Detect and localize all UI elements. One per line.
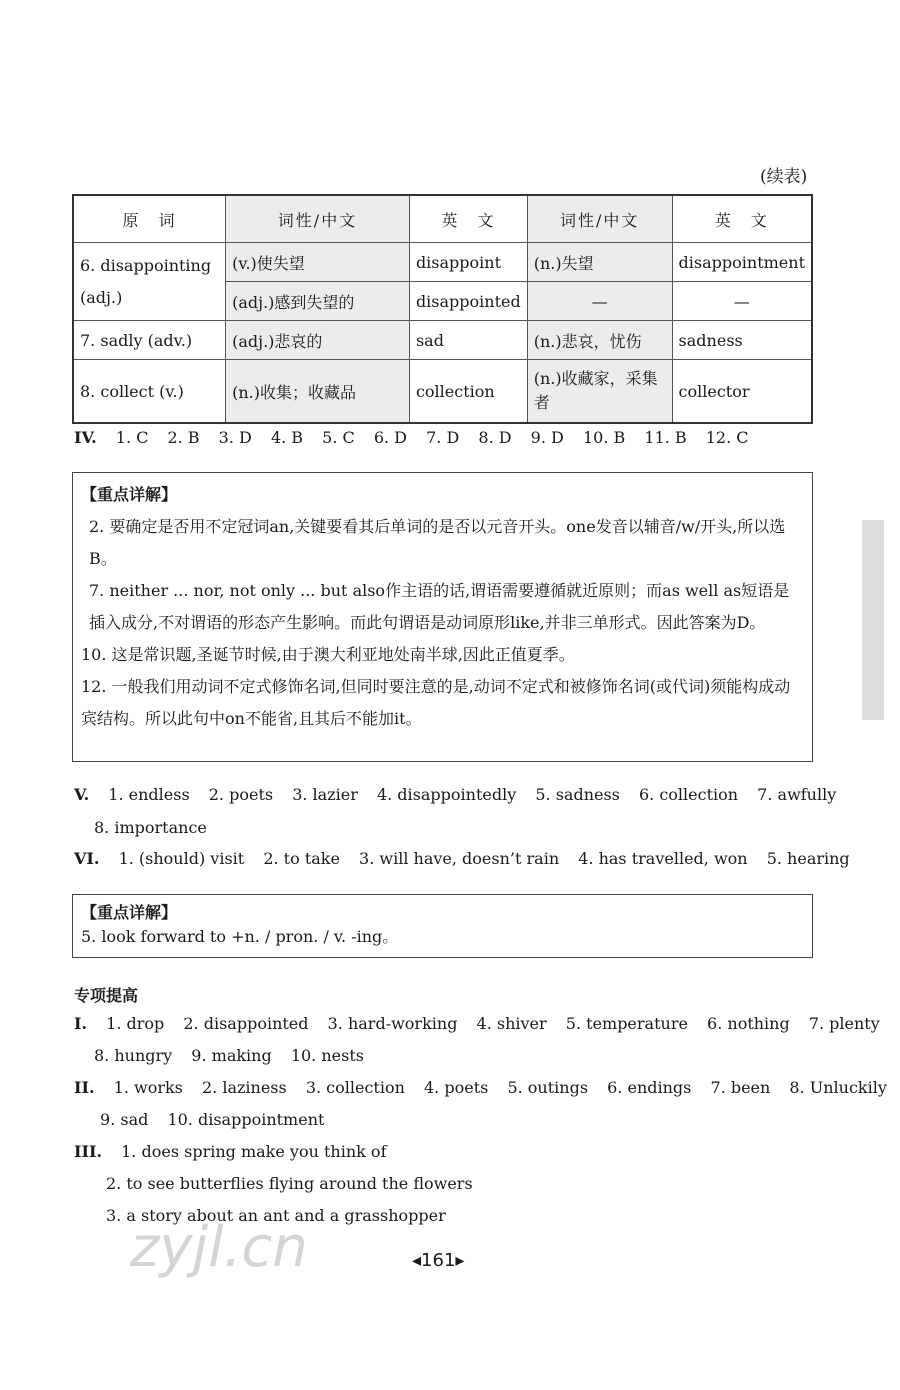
answer: 5. temperature bbox=[565, 1014, 688, 1033]
answer: 1. works bbox=[113, 1078, 183, 1097]
table-cell: — bbox=[527, 282, 672, 321]
answer: 2. poets bbox=[208, 785, 274, 804]
table-cell: disappoint bbox=[409, 243, 527, 282]
answer: 10. B bbox=[582, 428, 626, 447]
answer: 3. lazier bbox=[292, 785, 358, 804]
section-vi-answers bbox=[74, 849, 864, 868]
table-cell: (v.)使失望 bbox=[226, 243, 410, 282]
table-cell: disappointed bbox=[409, 282, 527, 321]
answer: 6. nothing bbox=[707, 1014, 790, 1033]
answer: 9. sad bbox=[100, 1110, 149, 1129]
arrow-right-icon: ▸ bbox=[455, 1250, 465, 1271]
answer: 3. will have, doesn’t rain bbox=[359, 849, 560, 868]
arrow-left-icon: ◂ bbox=[412, 1250, 422, 1271]
answer: 5. outings bbox=[507, 1078, 589, 1097]
answer: 6. endings bbox=[607, 1078, 692, 1097]
answer: 6. collection bbox=[638, 785, 739, 804]
answer: 8. importance bbox=[94, 818, 207, 837]
answer: 3. D bbox=[218, 428, 252, 447]
answer: 5. hearing bbox=[766, 849, 850, 868]
table-cell: sad bbox=[409, 321, 527, 360]
explanation-item: 10. 这是常识题,圣诞节时候,由于澳大利亚地处南半球,因此正值夏季。 bbox=[81, 645, 575, 664]
answer: 7. awfully bbox=[757, 785, 837, 804]
answer: 7. plenty bbox=[808, 1014, 880, 1033]
table-cell: (adj.)悲哀的 bbox=[226, 321, 410, 360]
answer: 4. B bbox=[270, 428, 304, 447]
table-header-row bbox=[73, 195, 812, 243]
box-title: 【重点详解】 bbox=[81, 903, 178, 922]
section-label: II. bbox=[74, 1078, 95, 1097]
answer: 4. has travelled, won bbox=[578, 849, 748, 868]
answer: 4. disappointedly bbox=[376, 785, 517, 804]
table-header: 词性/中文 bbox=[226, 195, 410, 243]
table-cell: 7. sadly (adv.) bbox=[73, 321, 226, 360]
answer: 10. disappointment bbox=[167, 1110, 325, 1129]
explanation-item: 12. 一般我们用动词不定式修饰名词,但同时要注意的是,动词不定式和被修饰名词(或代词)须能构成动宾结构。所以此句中on不能省,且其后不能加it。 bbox=[81, 677, 791, 728]
table-cell: (n.)收集；收藏品 bbox=[226, 360, 410, 424]
table-cell: (n.)收藏家，采集者 bbox=[527, 360, 672, 424]
table-header: 原 词 bbox=[73, 195, 226, 243]
answer: 9. making bbox=[191, 1046, 272, 1065]
answer: 8. hungry bbox=[94, 1046, 173, 1065]
special-iii-answers bbox=[74, 1142, 386, 1161]
explanation-item: 2. 要确定是否用不定冠词an,关键要看其后单词的是否以元音开头。one发音以辅音/w/开头,所以选B。 bbox=[89, 517, 786, 568]
continued-label: (续表) bbox=[760, 167, 808, 187]
watermark-logo: zyjl.cn bbox=[130, 1215, 308, 1280]
answer: 4. shiver bbox=[476, 1014, 547, 1033]
table-header: 英 文 bbox=[672, 195, 812, 243]
answer: 1. does spring make you think of bbox=[121, 1142, 387, 1161]
answer: 1. (should) visit bbox=[118, 849, 245, 868]
special-i-answers-cont bbox=[94, 1046, 378, 1065]
vocabulary-table bbox=[72, 194, 813, 424]
section-label: V. bbox=[74, 785, 90, 804]
table-cell: collector bbox=[672, 360, 812, 424]
answer: 2. laziness bbox=[201, 1078, 287, 1097]
table-cell: 8. collect (v.) bbox=[73, 360, 226, 424]
table-cell: 6. disappointing (adj.) bbox=[73, 243, 226, 321]
answer: 5. C bbox=[322, 428, 355, 447]
section-title: 专项提高 bbox=[74, 986, 139, 1005]
section-v-answers bbox=[74, 785, 850, 804]
table-cell: (n.)失望 bbox=[527, 243, 672, 282]
answer: 7. D bbox=[426, 428, 460, 447]
box-title: 【重点详解】 bbox=[81, 485, 178, 504]
answer: 3. a story about an ant and a grasshopper bbox=[106, 1206, 446, 1225]
answer: 2. to see butterflies flying around the flowers bbox=[106, 1174, 473, 1193]
table-cell: disappointment bbox=[672, 243, 812, 282]
table-cell: (adj.)感到失望的 bbox=[226, 282, 410, 321]
section-label: IV. bbox=[74, 428, 97, 447]
section-label: VI. bbox=[74, 849, 100, 868]
answer: 6. D bbox=[373, 428, 408, 447]
section-v-answers-cont bbox=[94, 818, 221, 837]
table-header: 词性/中文 bbox=[527, 195, 672, 243]
answer: 7. been bbox=[710, 1078, 771, 1097]
section-iv-answers bbox=[74, 428, 763, 447]
table-cell: — bbox=[672, 282, 812, 321]
explanation-item: 5. look forward to +n. / pron. / v. -ing。 bbox=[81, 927, 399, 946]
answer: 4. poets bbox=[424, 1078, 489, 1097]
table-cell: (n.)悲哀，忧伤 bbox=[527, 321, 672, 360]
answer: 2. to take bbox=[263, 849, 340, 868]
side-tab bbox=[862, 520, 884, 720]
table-row bbox=[73, 243, 812, 282]
explanation-box bbox=[72, 472, 813, 762]
answer: 5. sadness bbox=[535, 785, 620, 804]
special-i-answers bbox=[74, 1014, 894, 1033]
table-row bbox=[73, 360, 812, 424]
answer: 1. C bbox=[115, 428, 149, 447]
section-label: III. bbox=[74, 1142, 103, 1161]
table-header: 英 文 bbox=[409, 195, 527, 243]
answer: 12. C bbox=[705, 428, 749, 447]
answer: 2. disappointed bbox=[183, 1014, 309, 1033]
table-row bbox=[73, 321, 812, 360]
answer: 3. hard-working bbox=[327, 1014, 458, 1033]
table-cell: sadness bbox=[672, 321, 812, 360]
special-ii-answers bbox=[74, 1078, 900, 1097]
answer: 11. B bbox=[644, 428, 687, 447]
answer: 9. D bbox=[530, 428, 564, 447]
table-cell: collection bbox=[409, 360, 527, 424]
answer: 3. collection bbox=[305, 1078, 405, 1097]
explanation-item: 7. neither ... nor, not only ... but also作主语的话,谓语需要遵循就近原则；而as well as短语是插入成分,不对谓语的形态产生影响。而此句谓语是动词原形like,并非三单形式。因此答案为D。 bbox=[89, 581, 790, 632]
answer: 1. drop bbox=[106, 1014, 165, 1033]
answer: 1. endless bbox=[108, 785, 190, 804]
section-label: I. bbox=[74, 1014, 88, 1033]
answer: 8. D bbox=[478, 428, 512, 447]
answer: 8. Unluckily bbox=[789, 1078, 887, 1097]
special-ii-answers-cont bbox=[100, 1110, 338, 1129]
explanation-box bbox=[72, 894, 813, 958]
answer: 2. B bbox=[167, 428, 200, 447]
page-number: ◂161▸ bbox=[412, 1250, 465, 1271]
answer: 10. nests bbox=[290, 1046, 364, 1065]
